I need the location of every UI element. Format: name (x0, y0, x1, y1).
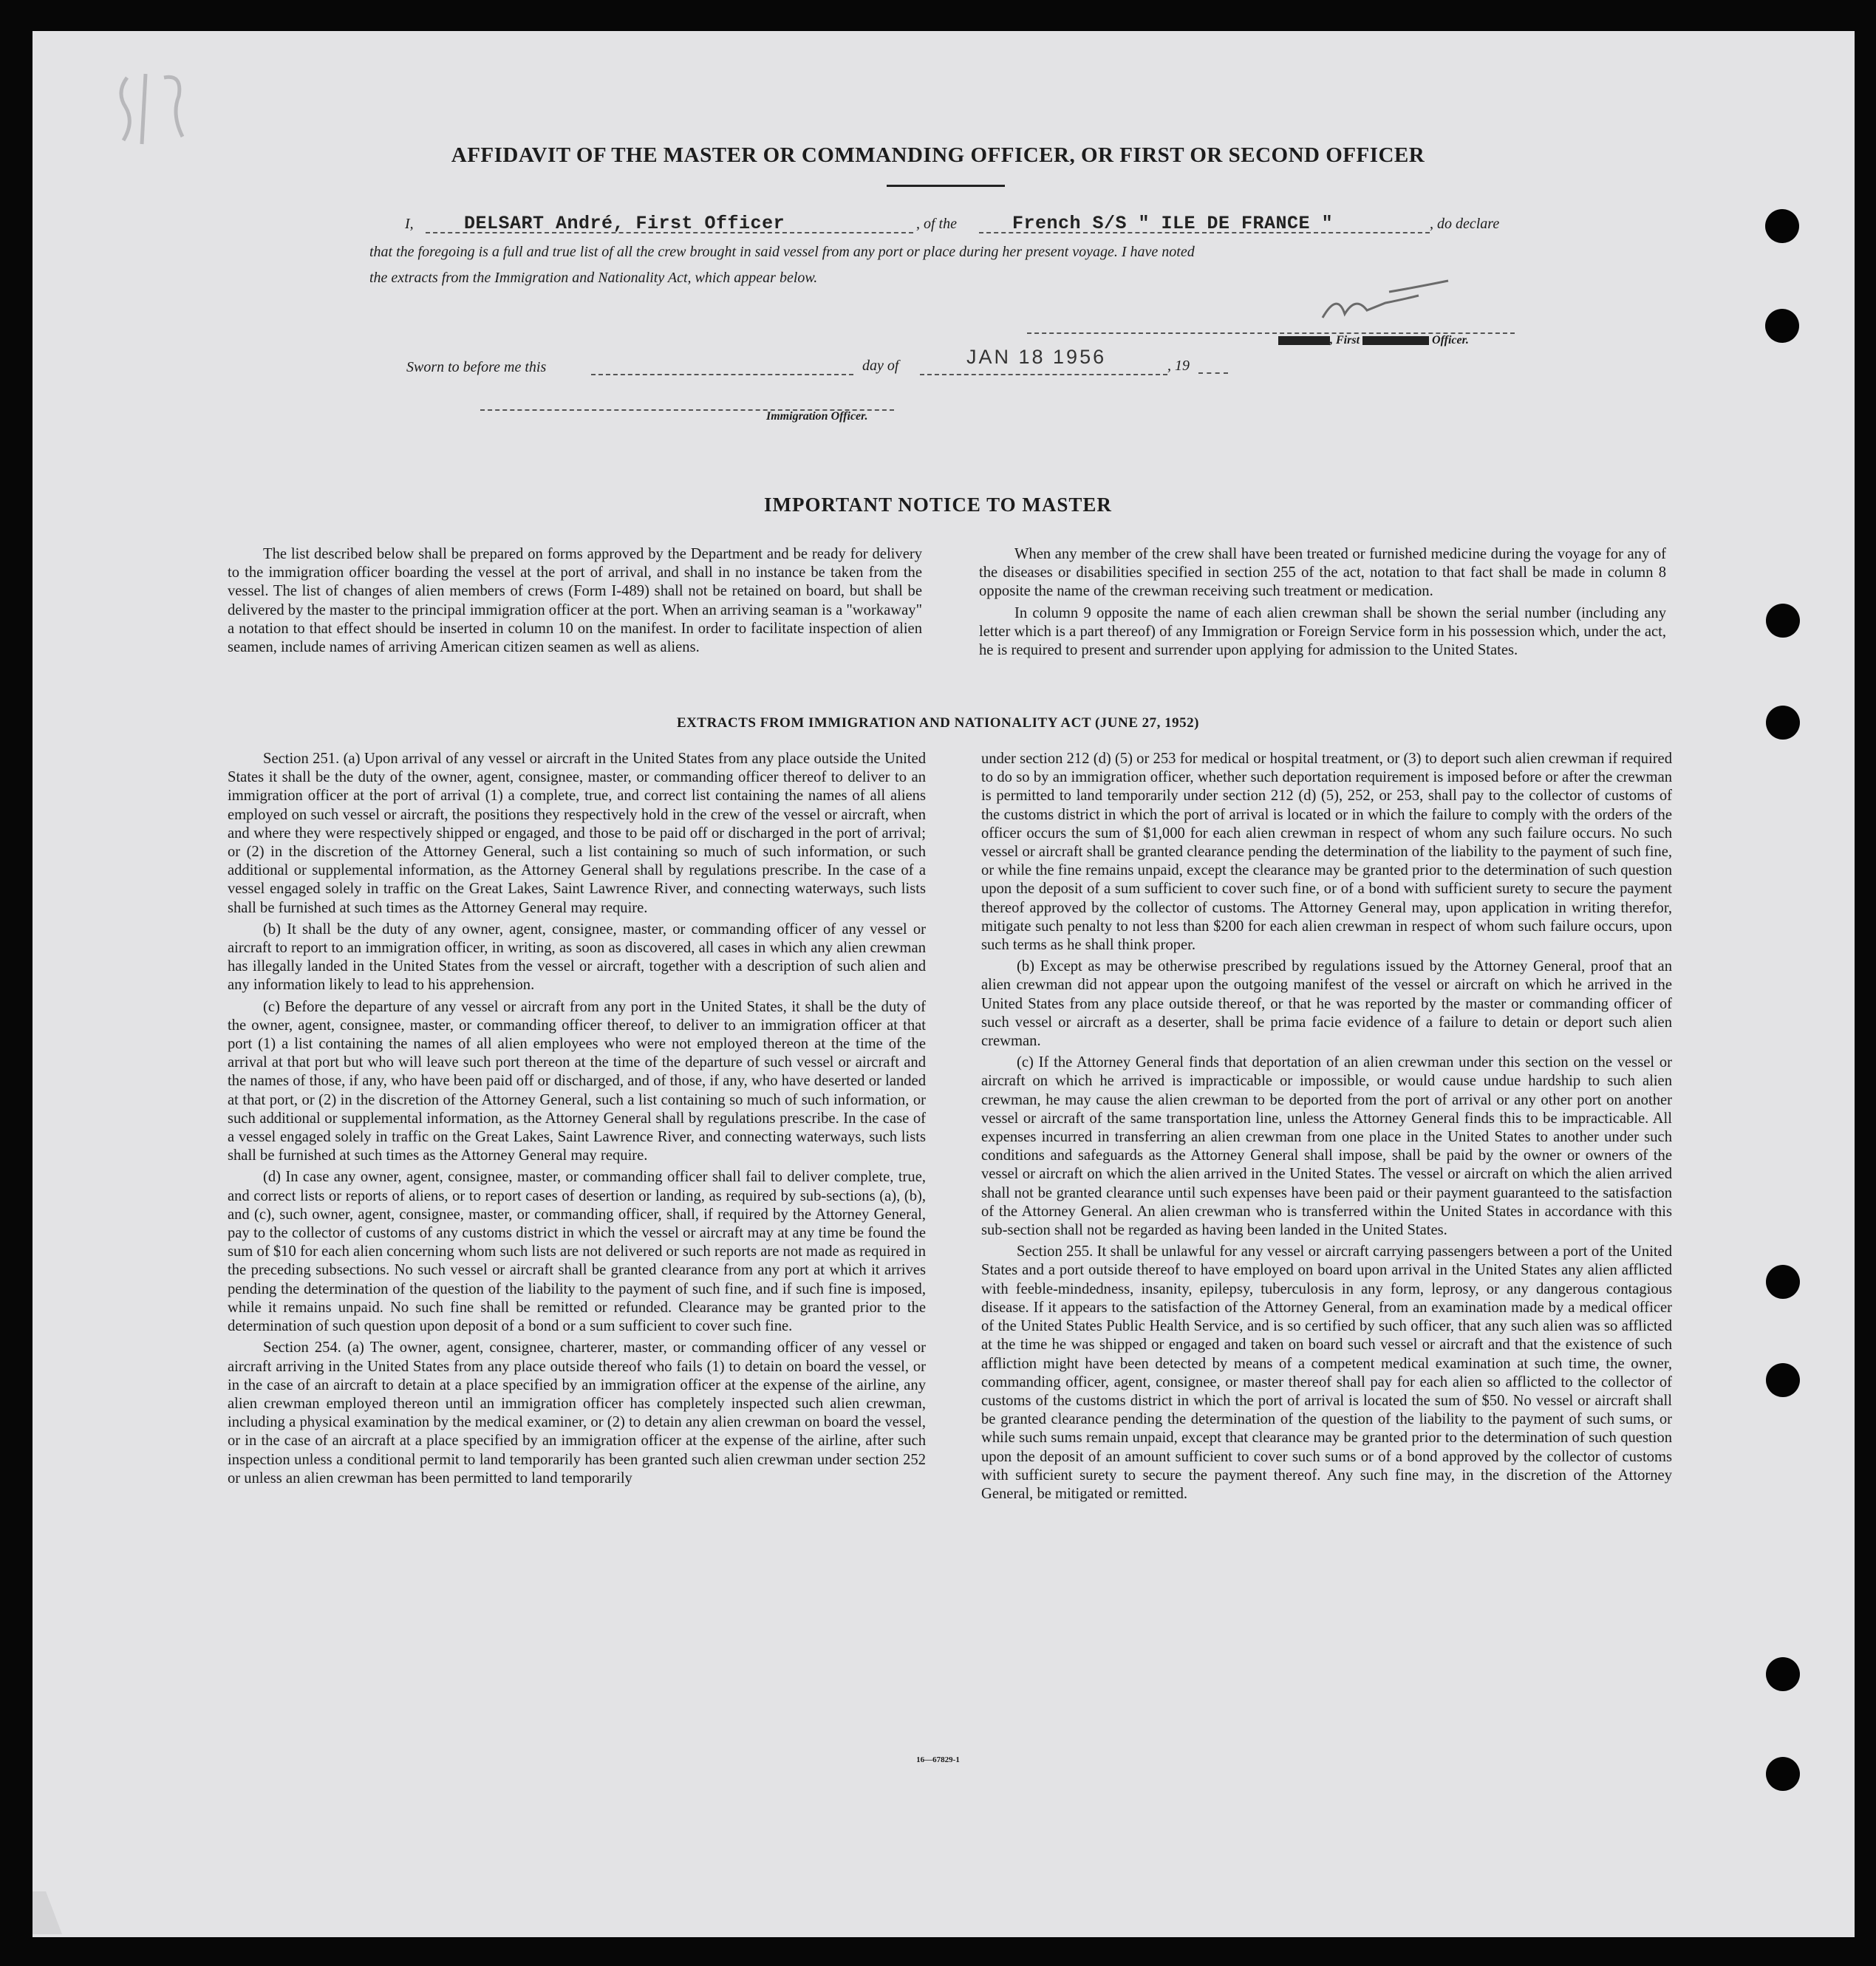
declare-label: , do declare (1430, 216, 1500, 232)
officer-name: DELSART André, First Officer (464, 213, 785, 234)
punch-hole (1766, 1657, 1800, 1691)
punch-hole (1766, 604, 1800, 638)
affidavit-title: AFFIDAVIT OF THE MASTER OR COMMANDING OFFICER, OR FIRST OR SECOND OFFICER (451, 143, 1425, 167)
year-blank (1198, 372, 1228, 374)
officer-title-caption: , First Officer. (1278, 334, 1469, 347)
declaration-line-2: that the foregoing is a full and true list of all the crew brought in said vessel from any port or place during her present voyage. I have noted (369, 244, 1195, 260)
redaction-mark (1362, 336, 1429, 345)
notice-paragraph: The list described below shall be prepared on forms approved by the Department and be ready for delivery to the immigration officer boarding the vessel at the port of arrival, and shall in no instance be taken from the vessel. The list of changes of alien members of crews (Form I-489) shall not be retained on board, but shall be delivered by the master to the principal immigration officer at the port. When an arriving seaman is a "workaway" a notation to that effect should be inserted in column 10 on the manifest. In order to facilitate inspection of alien seamen, include names of arriving American citizen seamen as well as aliens. (228, 546, 922, 656)
extracts-left-column (228, 750, 926, 1491)
statute-paragraph: (d) In case any owner, agent, consignee, master, or commanding officer shall fail to deliver complete, true, and correct lists or reports of aliens, or to report cases of desertion or landing, as required by sub-sections (a), (b), and (c), such owner, agent, consignee, master, or commanding officer, shall, if required by the Attorney General, pay to the collector of customs of any customs district in which the vessel or aircraft may at any time be found the sum of $10 for each alien concerning whom such lists are not delivered or such reports are not made as required in the preceding subsections. No such vessel or aircraft shall be granted clearance from any port at which it arrives pending the determination of the question of the liability to the payment of such fine, and if such fine is imposed, while it remains unpaid. No such fine shall be remitted or refunded. Clearance may be granted prior to the determination of such question upon deposit of a bond or a sum sufficient to cover such fine. (228, 1169, 926, 1335)
sworn-month-blank (920, 374, 1167, 375)
day-of-label: day of (862, 358, 899, 374)
declaration-line-1 (0, 213, 1876, 242)
punch-hole (1766, 1265, 1800, 1299)
form-number: 16—67829-1 (916, 1755, 960, 1764)
officer-signature (1315, 277, 1456, 329)
punch-hole (1765, 309, 1799, 343)
of-the-label: , of the (916, 216, 957, 232)
immigration-officer-label: Immigration Officer. (766, 410, 868, 423)
statute-paragraph: (b) Except as may be otherwise prescribed by regulations issued by the Attorney General, proof that an alien crewman did not appear upon the outgoing manifest of the vessel or aircraft on which he arrived in the United States from any place outside thereof, or that he was reported by the master or commanding officer of such vessel or aircraft as a deserter, shall be prima facie evidence of a failure to detain or deport such alien crewman. (981, 958, 1672, 1050)
notice-title: IMPORTANT NOTICE TO MASTER (764, 494, 1112, 516)
statute-paragraph: Section 251. (a) Upon arrival of any vessel or aircraft in the United States from any place outside the United States it shall be the duty of the owner, agent, consignee, master, or commanding officer thereof to deliver to an immigration officer at the port of arrival (1) a complete, true, and correct list containing the names of all aliens employed on such vessel or aircraft, the positions they respectively hold in the crew of the vessel or aircraft, when and where they were respectively shipped or engaged, and those to be paid off or discharged in the port of arrival; or (2) in the discretion of the Attorney General, such a list containing so much of such information, or such additional or supplemental information, as the Attorney General shall by regulations prescribe. In the case of a vessel engaged solely in traffic on the Great Lakes, Saint Lawrence River, and connecting waterways, such lists shall be furnished at such times as the Attorney General may require. (228, 751, 926, 916)
statute-paragraph: Section 254. (a) The owner, agent, consignee, charterer, master, or commanding officer of any vessel or aircraft arriving in the United States from any place outside thereof who fails (1) to detain on board the vessel, or in the case of an aircraft to detain at a place specified by an immigration officer at the expense of the airline, any alien crewman employed thereon until an immigration officer has completely inspected such alien crewman, including a physical examination by the medical examiner, or (2) to detain any alien crewman on board the vessel, or in the case of an aircraft at a place specified by an immigration officer at the expense of the airline, after such inspection unless a conditional permit to land temporarily has been granted such alien crewman under section 252 or unless an alien crewman has been permitted to land temporarily (228, 1339, 926, 1487)
extracts-title: EXTRACTS FROM IMMIGRATION AND NATIONALITY ACT (JUNE 27, 1952) (677, 715, 1199, 731)
redaction-mark (1278, 336, 1330, 345)
statute-paragraph: (c) Before the departure of any vessel or aircraft from any port in the United States, it shall be the duty of the owner, agent, consignee, master, or commanding officer thereof, to deliver to an immigration officer at that port (1) a list containing the names of all alien employees who were not employed thereon at the time of the arrival at that port but who will leave such port thereon at the time of the departure of such vessel or aircraft and the names of those, if any, who have been paid off or discharged, and of those, if any, who have deserted or landed at that port, or (2) in the discretion of the Attorney General, such a list containing so much of such information, or such additional or supplemental information, as the Attorney General shall by regulations prescribe. In the case of a vessel engaged solely in traffic on the Great Lakes, Saint Lawrence River, and connecting waterways, such lists shall be furnished at such times as the Attorney General may require. (228, 998, 926, 1164)
sworn-day-blank (591, 374, 853, 375)
i-label: I, (405, 216, 414, 232)
handwritten-margin-mark (112, 63, 194, 151)
statute-paragraph: (c) If the Attorney General finds that deportation of an alien crewman under this section on the vessel or aircraft on which he arrived is impracticable or impossible, or would cause undue hardship to such alien crewman, he may cause the alien crewman to be deported from the port of arrival or any other port on another vessel or aircraft of the same transportation line, unless the Attorney General finds this to be impracticable. All expenses incurred in transferring an alien crewman from one place in the United States to another under such conditions and safeguards as the Attorney General shall impose, shall be paid by the owner or owners of the vessel or aircraft on which the alien arrived in the United States. The vessel or aircraft on which the alien arrived shall not be granted clearance until such expenses have been paid or their payment guaranteed to the satisfaction of the Attorney General. An alien crewman who is transferred within the United States in accordance with this sub-section shall not be regarded as having been landed in the United States. (981, 1054, 1672, 1239)
notice-paragraph: When any member of the crew shall have been treated or furnished medicine during the voyage for any of the diseases or disabilities specified in section 255 of the act, notation to that fact shall be made in column 8 opposite the name of the crewman receiving such treatment or medication. (979, 546, 1666, 600)
statute-paragraph: Section 255. It shall be unlawful for any vessel or aircraft carrying passengers between a port of the United States and a port outside thereof to have employed on board upon arrival in the United States any alien afflicted with feeble-mindedness, insanity, epilepsy, tuberculosis in any form, leprosy, or any dangerous contagious disease. If it appears to the satisfaction of the Attorney General, from an examination made by a medical officer of the United States Public Health Service, and is so certified by such officer, that any such alien was so afflicted at the time he was shipped or engaged and taken on board such vessel or aircraft and that the existence of such affliction might have been detected by means of a competent medical examination at such time, the owner, commanding officer, agent, consignee, or master thereof shall pay for each alien so afflicted to the collector of customs of the customs district in which the port of arrival is located the sum of $50. No vessel or aircraft shall be granted clearance pending the determination of the question of the liability to the payment of such sums, or while such sums remain unpaid, except that clearance may be granted prior to the determination of such question upon the deposit of an amount sufficient to cover such sums or of a bond approved by the collector of customs with sufficient surety to secure the payment thereof. Any such fine may, in the discretion of the Attorney General, be mitigated or remitted. (981, 1243, 1672, 1502)
statute-paragraph: (b) It shall be the duty of any owner, agent, consignee, master, or commanding officer of any vessel or aircraft to report to an immigration officer, in writing, as soon as discovered, all cases in which any alien crewman has illegally landed in the United States from the vessel or aircraft, together with a description of such alien and any information likely to lead to his apprehension. (228, 921, 926, 994)
year-label: , 19 (1167, 358, 1190, 374)
punch-hole (1766, 1363, 1800, 1397)
notice-left-column (228, 545, 922, 660)
sworn-label: Sworn to before me this (406, 359, 547, 375)
notice-right-column (979, 545, 1666, 663)
declaration-line-3: the extracts from the Immigration and Nationality Act, which appear below. (369, 270, 818, 286)
date-stamp: JAN 18 1956 (966, 346, 1107, 368)
statute-paragraph: under section 212 (d) (5) or 253 for medical or hospital treatment, or (3) to deport such alien crewman if required to do so by an immigration officer, whether such deportation requirement is imposed before or after the crewman is permitted to land temporarily under section 212 (d) (5), 252, or 253, shall pay to the collector of customs of the customs district in which the port of arrival is located or in which the failure to comply with the orders of the officer occurs the sum of $1,000 for each alien crewman in respect of whom any such failure occurs. No such vessel or aircraft shall be granted clearance pending the determination of the liability to the payment of such fine, or while the fine remains unpaid, except the clearance may be granted prior to the determination of such question upon the deposit of a sum sufficient to cover such fine, or of a bond with sufficient surety to secure the payment thereof approved by the collector of customs. The Attorney General may, upon application in writing therefor, mitigate such penalty to not less than $200 for each alien crewman in respect of whom such failure occurs, upon such terms as he shall think proper. (981, 751, 1672, 954)
vessel-name: French S/S " ILE DE FRANCE " (1012, 213, 1334, 234)
corner-fold (33, 1891, 77, 1936)
extracts-right-column (981, 750, 1672, 1506)
title-divider (887, 185, 1005, 187)
notice-paragraph: In column 9 opposite the name of each alien crewman shall be shown the serial number (including any letter which is a part thereof) of any Immigration or Foreign Service form in his possession which, under the act, he is required to present and surrender upon applying for admission to the United States. (979, 604, 1666, 659)
